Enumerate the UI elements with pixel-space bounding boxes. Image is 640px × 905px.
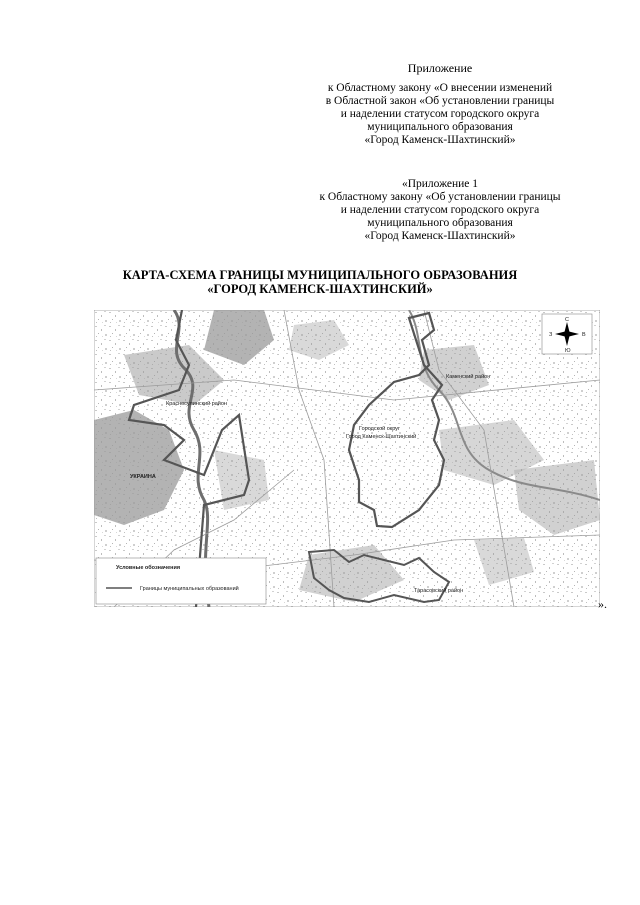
annex-line: к Областному закону «О внесении изменений [327, 82, 553, 94]
compass-north: С [565, 317, 569, 323]
compass-east: В [582, 332, 586, 338]
map-legend [96, 558, 266, 604]
annex2-line: «Город Каменск-Шахтинский» [364, 230, 516, 242]
annex-line: муниципального образования [367, 121, 513, 133]
map-canvas [94, 310, 600, 607]
annex-heading [300, 62, 580, 75]
compass-south: Ю [565, 348, 571, 354]
annex2-line: муниципального образования [367, 217, 513, 229]
annex-heading-text: Приложение [407, 61, 473, 75]
label-krasnosulinsky: Красносулинский район [166, 401, 227, 407]
annex-line: «Город Каменск-Шахтинский» [364, 134, 516, 146]
label-tarasovsky: Тарасовский район [414, 588, 464, 594]
annex-1-reference [300, 178, 580, 243]
annex2-line: к Областному закону «Об установлении границы [319, 191, 561, 203]
closing-quote: ». [598, 597, 607, 611]
annex-line: в Областной закон «Об установлении границы [325, 95, 555, 107]
legend-item: Границы муниципальных образований [140, 586, 239, 592]
map-title-line: КАРТА-СХЕМА ГРАНИЦЫ МУНИЦИПАЛЬНОГО ОБРАЗОВАНИЯ [122, 268, 518, 282]
annex-line: и наделении статусом городского округа [340, 108, 540, 120]
label-ukraine: УКРАИНА [130, 474, 156, 480]
annex2-line: «Приложение 1 [401, 178, 479, 190]
boundary-map [94, 310, 600, 607]
map-title [60, 268, 580, 296]
map-title-line: «ГОРОД КАМЕНСК-ШАХТИНСКИЙ» [207, 282, 433, 296]
annex-reference [300, 82, 580, 147]
label-kamensky: Каменский район [446, 374, 491, 380]
label-city-line2: Город Каменск-Шахтинский [346, 434, 417, 440]
compass-west: З [549, 332, 553, 338]
label-city-line1: Городской округ [359, 426, 400, 432]
compass-rose [542, 314, 592, 354]
legend-title: Условные обозначения [116, 565, 181, 571]
annex2-line: и наделении статусом городского округа [340, 204, 540, 216]
